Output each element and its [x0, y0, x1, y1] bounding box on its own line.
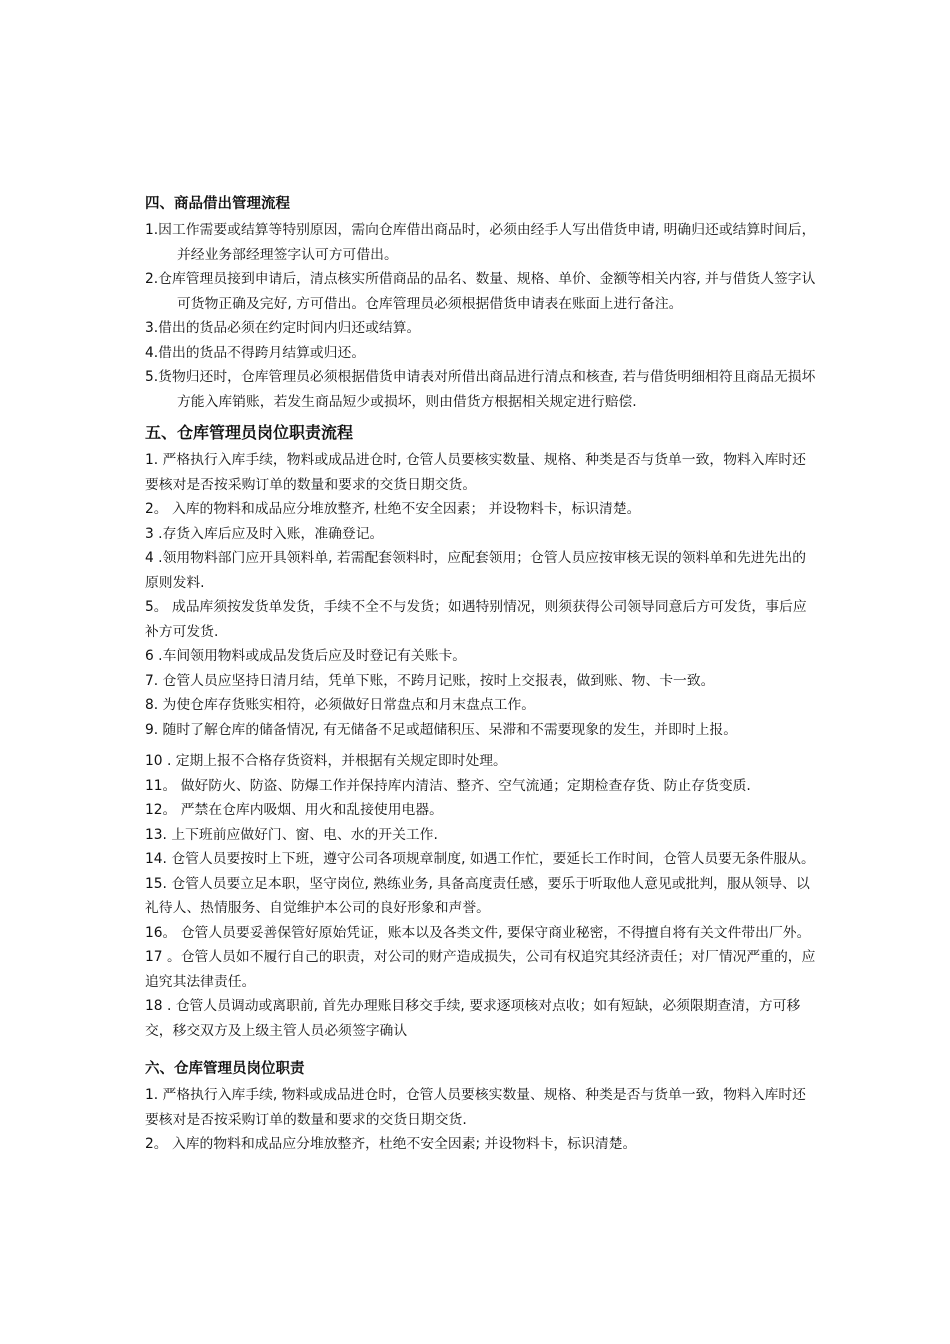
item-text: 仓管人员如不履行自己的职责，对公司的财产造成损失，公司有权追究其经济责任；对厂情况严重的，应追究其法律责任。: [145, 949, 816, 990]
item-number: 4.: [145, 344, 159, 361]
list-item: [145, 693, 817, 718]
item-text: 因工作需要或结算等特别原因，需向仓库借出商品时，必须由经手人写出借货申请, 明确归还或结算时间后，并经业务部经理签字认可方可借出。: [158, 222, 816, 263]
item-text: 随时了解仓库的储备情况, 有无储备不足或超储积压、呆滞和不需要现象的发生，并即时上报。: [158, 721, 737, 738]
section-4-title: 四、商品借出管理流程: [145, 196, 290, 212]
item-text: 车间领用物料或成品发货后应及时登记有关账卡。: [162, 648, 467, 664]
item-number: 10 .: [145, 753, 172, 769]
item-text: 为使仓库存货账实相符，必须做好日常盘点和月末盘点工作。: [158, 697, 536, 713]
list-item: [145, 546, 817, 595]
item-number: 5.: [145, 369, 159, 385]
list-item: [145, 872, 817, 921]
section-4: [145, 192, 817, 414]
item-number: 12。: [145, 802, 177, 818]
list-item: [145, 522, 817, 547]
list-item: [145, 448, 817, 497]
item-number: 2。: [145, 1136, 168, 1152]
item-number: 3 .: [145, 525, 163, 542]
item-text: 上下班前应做好门、窗、电、水的开关工作.: [166, 826, 438, 843]
item-number: 7.: [145, 672, 159, 689]
item-text: 仓管人员要按时上下班，遵守公司各项规章制度, 如遇工作忙，要延长工作时间，仓管人员要无条件服从。: [166, 851, 815, 867]
item-number: 17 。: [145, 949, 181, 965]
section-5: [145, 420, 817, 1043]
item-text: 存货入库后应及时入账，准确登记。: [162, 525, 384, 542]
item-text: 成品库须按发货单发货，手续不全不与发货；如遇特别情况，则须获得公司领导同意后方可发货，事后应补方可发货.: [145, 599, 807, 640]
item-text: 严禁在仓库内吸烟、用火和乱接使用电器。: [176, 802, 443, 818]
item-text: 定期上报不合格存货资料，并根据有关规定即时处理。: [171, 753, 507, 769]
list-item: [145, 644, 817, 669]
item-number: 9.: [145, 721, 159, 738]
item-text: 仓库管理员接到申请后，清点核实所借商品的品名、数量、规格、单价、金额等相关内容, 并与借货人签字认可货物正确及完好, 方可借出。仓库管理员必须根据借货申请表在账面上进行备注。: [158, 271, 816, 312]
list-item: [145, 945, 817, 994]
list-item: [145, 316, 817, 341]
item-number: 15.: [145, 875, 167, 892]
section-6-title: 六、仓库管理员岗位职责: [145, 1061, 305, 1077]
item-number: 6 .: [145, 648, 163, 664]
item-number: 8.: [145, 697, 159, 713]
item-number: 3.: [145, 320, 159, 336]
list-item: [145, 341, 817, 366]
list-item: [145, 1083, 817, 1132]
list-item: [145, 798, 817, 823]
item-number: 1.: [145, 1087, 159, 1103]
list-item: [145, 847, 817, 872]
item-text: 严格执行入库手续，物料或成品进仓时, 仓管人员要核实数量、规格、种类是否与货单一致，物料入库时还要核对是否按采购订单的数量和要求的交货日期交货。: [145, 452, 806, 493]
item-number: 16。: [145, 924, 177, 941]
item-number: 11。: [145, 777, 177, 794]
item-text: 仓管人员应坚持日清月结，凭单下账，不跨月记账，按时上交报表，做到账、物、卡一致。: [158, 672, 715, 689]
list-item: [145, 365, 817, 414]
item-text: 借出的货品必须在约定时间内归还或结算。: [158, 320, 421, 336]
item-text: 做好防火、防盗、防爆工作并保持库内清洁、整齐、空气流通；定期检查存货、防止存货变质.: [176, 777, 751, 794]
item-text: 货物归还时，仓库管理员必须根据借货申请表对所借出商品进行清点和核查, 若与借货明细相符且商品无损坏方能入库销账，若发生商品短少或损坏，则由借货方根据相关规定进行赔偿.: [158, 369, 816, 410]
item-number: 5。: [145, 599, 168, 615]
list-item: [145, 1132, 817, 1157]
item-number: 14.: [145, 851, 167, 867]
section-6: [145, 1057, 817, 1157]
item-text: 借出的货品不得跨月结算或归还。: [158, 344, 366, 361]
list-item: [145, 669, 817, 694]
item-number: 18 .: [145, 998, 172, 1014]
list-item: [145, 823, 817, 848]
list-item: [145, 218, 817, 267]
list-item: [145, 749, 817, 774]
list-item: [145, 718, 817, 743]
list-item: [145, 994, 817, 1043]
item-number: 1.: [145, 452, 159, 468]
item-number: 13.: [145, 826, 167, 843]
item-text: 领用物料部门应开具领料单, 若需配套领料时，应配套领用；仓管人员应按审核无误的领料单和先进先出的原则发料.: [145, 550, 806, 591]
list-item: [145, 774, 817, 799]
list-item: [145, 921, 817, 946]
item-text: 仓管人员要立足本职，坚守岗位, 熟练业务, 具备高度责任感，要乐于听取他人意见或批判，服从领导、以礼待人、热情服务、自觉维护本公司的良好形象和声誉。: [145, 875, 810, 916]
item-text: 严格执行入库手续, 物料或成品进仓时，仓管人员要核实数量、规格、种类是否与货单一致，物料入库时还要核对是否按采购订单的数量和要求的交货日期交货.: [145, 1087, 806, 1128]
item-text: 仓管人员要妥善保管好原始凭证，账本以及各类文件, 要保守商业秘密，不得擅自将有关文件带出厂外。: [176, 924, 811, 941]
list-item: [145, 595, 817, 644]
item-number: 1.: [145, 222, 159, 238]
item-text: 入库的物料和成品应分堆放整齐, 杜绝不安全因素； 并设物料卡，标识清楚。: [167, 501, 641, 517]
list-item: [145, 267, 817, 316]
item-text: 仓管人员调动或离职前, 首先办理账目移交手续, 要求逐项核对点收；如有短缺，必须限期查清，方可移交，移交双方及上级主管人员必须签字确认: [145, 998, 801, 1039]
section-5-title: 五、仓库管理员岗位职责流程: [145, 423, 354, 442]
item-number: 2。: [145, 501, 168, 517]
item-number: 4 .: [145, 550, 163, 566]
item-text: 入库的物料和成品应分堆放整齐，杜绝不安全因素; 并设物料卡，标识清楚。: [167, 1136, 637, 1152]
list-item: [145, 497, 817, 522]
item-number: 2.: [145, 271, 159, 287]
document-body: [145, 192, 817, 1157]
